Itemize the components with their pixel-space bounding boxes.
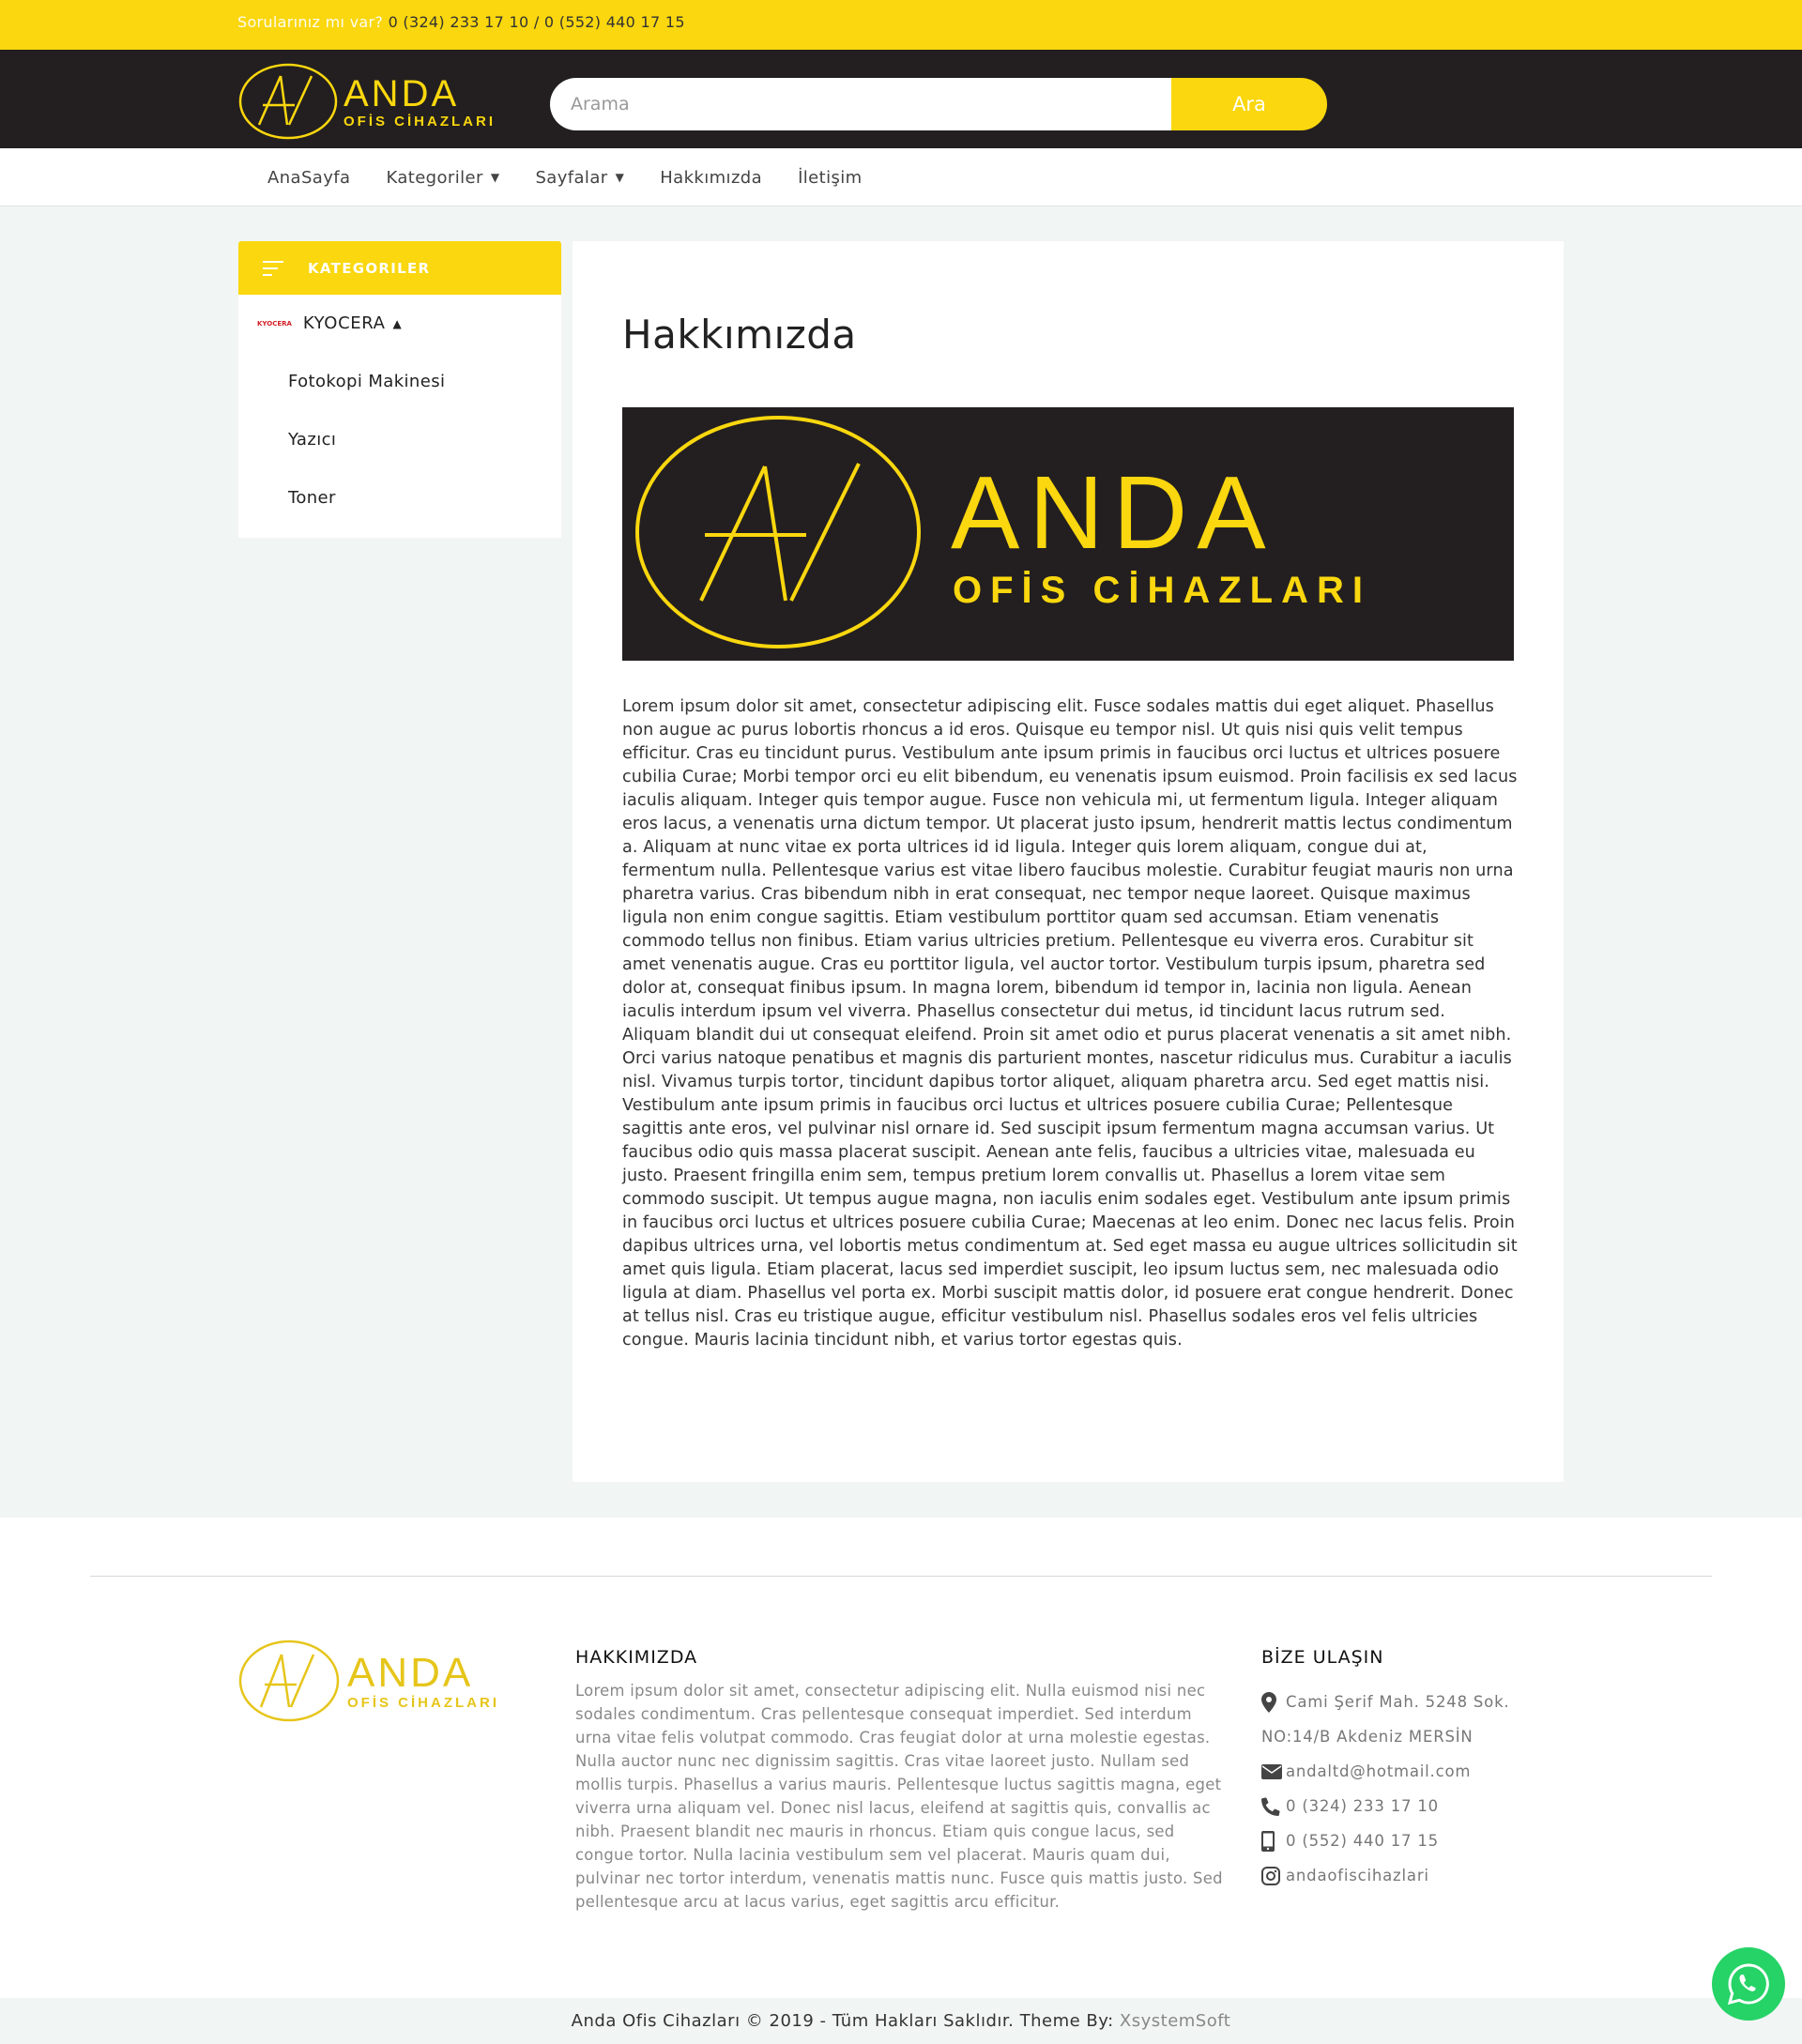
nav-about-label: Hakkımızda <box>660 167 763 188</box>
top-contact-text <box>237 13 685 31</box>
nav-categories[interactable] <box>386 168 499 188</box>
category-list <box>238 295 561 538</box>
nav-contact-label: İletişim <box>798 167 863 188</box>
category-header[interactable] <box>238 241 561 295</box>
about-banner-image <box>622 407 1514 661</box>
category-brand-label: KYOCERA <box>302 313 386 333</box>
kyocera-logo-icon: KYOCERA <box>257 319 292 328</box>
instagram-icon <box>1261 1867 1286 1885</box>
anda-banner-logo <box>622 407 1514 661</box>
footer-logo-tagline-text: OFİS CİHAZLARI <box>347 1695 499 1711</box>
logo-tagline-text: OFİS CİHAZLARI <box>344 114 496 130</box>
nav-categories-label: Kategoriler <box>386 167 483 188</box>
contact-email[interactable]: andaltd@hotmail.com <box>1286 1762 1472 1780</box>
chevron-up-icon: ▲ <box>392 316 402 330</box>
theme-author-link[interactable]: XsystemSoft <box>1119 2011 1231 2031</box>
banner-tagline-text: OFİS CİHAZLARI <box>953 570 1371 611</box>
category-item-yazici[interactable]: Yazıcı <box>288 429 337 450</box>
copyright-text: Anda Ofis Cihazları © 2019 - Tüm Hakları Saklıdır. Theme By: <box>571 2011 1114 2031</box>
category-header-title: KATEGORILER <box>308 259 431 277</box>
contact-phone-row[interactable] <box>1261 1789 1571 1823</box>
nav-home[interactable] <box>267 168 350 188</box>
contact-phone2[interactable]: 0 (552) 440 17 15 <box>1286 1832 1439 1850</box>
contact-address-line1 <box>1261 1685 1571 1719</box>
contact-address-line2 <box>1261 1719 1571 1754</box>
contact-address1: Cami Şerif Mah. 5248 Sok. <box>1286 1693 1510 1711</box>
footer-divider <box>90 1576 1712 1577</box>
phone-icon <box>1261 1797 1286 1816</box>
category-sidebar <box>238 241 561 538</box>
footer-contact-title: BİZE ULAŞIN <box>1261 1647 1384 1668</box>
envelope-icon <box>1261 1764 1286 1779</box>
mobile-icon <box>1261 1831 1286 1852</box>
contact-instagram[interactable]: andaofiscihazlari <box>1286 1867 1429 1884</box>
main-nav <box>0 148 1802 206</box>
category-item-toner[interactable]: Toner <box>288 487 336 508</box>
footer-about-title: HAKKIMIZDA <box>575 1647 698 1668</box>
category-item-fotokopi[interactable]: Fotokopi Makinesi <box>288 371 446 391</box>
footer-contact <box>1261 1647 1571 1893</box>
search-input[interactable] <box>550 78 1173 130</box>
footer-logo-brand-text: ANDA <box>347 1650 474 1696</box>
contact-phone1[interactable]: 0 (324) 233 17 10 <box>1286 1797 1439 1815</box>
anda-logo-graphic <box>238 63 501 140</box>
nav-pages-label: Sayfalar <box>535 167 608 188</box>
whatsapp-icon <box>1727 1962 1770 2006</box>
site-footer <box>0 1518 1802 1998</box>
nav-about[interactable] <box>660 168 762 188</box>
nav-contact[interactable] <box>798 168 863 188</box>
top-phones[interactable]: 0 (324) 233 17 10 / 0 (552) 440 17 15 <box>388 13 685 31</box>
page-title: Hakkımızda <box>622 312 857 358</box>
whatsapp-button[interactable] <box>1712 1947 1785 2021</box>
category-brand-kyocera[interactable] <box>238 295 561 352</box>
nav-pages[interactable] <box>535 168 624 188</box>
contact-email-row[interactable] <box>1261 1754 1571 1789</box>
logo-brand-text: ANDA <box>344 73 460 114</box>
footer-logo-graphic <box>238 1638 511 1724</box>
chevron-down-icon: ▼ <box>490 171 500 184</box>
search-button[interactable]: Ara <box>1171 78 1327 130</box>
map-marker-icon <box>1261 1692 1286 1713</box>
contact-mobile-row[interactable] <box>1261 1823 1571 1858</box>
about-content <box>573 241 1564 1482</box>
copyright-bar <box>0 1998 1802 2044</box>
about-article-text: Lorem ipsum dolor sit amet, consectetur adipiscing elit. Fusce sodales mattis dui eget aliquet. Phasellus non augue ac purus lobortis rhoncus a id eros. Quisque eu tempor nisl. Ut quis nisi quis velit tempus efficitur. Cras eu tincidunt purus. Vestibulum ante ipsum primis in faucibus orci luctus et ultrices posuere cubilia Curae; Morbi tempor orci eu elit bibendum, eu venenatis ipsum euismod. Proin facilisis ex sed lacus iaculis aliquam. Integer quis tempor augue. Fusce non vehicula mi, ut fermentum ligula. Integer aliquam eros lacus, a venenatis urna dictum tempor. Ut placerat justo ipsum, hendrerit mattis lectus condimentum a. Aliquam at nunc vitae ex porta ultrices id id ligula. Integer quis lorem aliquam, congue dui at, fermentum nulla. Pellentesque varius est vitae libero faucibus molestie. Curabitur feugiat mauris non urna pharetra varius. Cras bibendum nibh in erat consequat, nec tempor neque laoreet. Quisque maximus ligula non enim congue sagittis. Etiam vestibulum porttitor quam sed accumsan. Etiam venenatis commodo tellus non finibus. Etiam varius ultricies pretium. Pellentesque eu viverra eros. Curabitur sit amet venenatis augue. Cras eu porttitor ligula, vel auctor tortor. Vestibulum turpis ipsum, pharetra sed dolor at, consequat finibus ipsum. In magna lorem, bibendum id tempor in, lacinia non ligula. Aenean iaculis interdum ipsum vel viverra. Phasellus consectetur dui metus, id tincidunt lacus rutrum sed. Aliquam blandit dui ut consequat eleifend. Proin sit amet odio et purus placerat venenatis a sit amet nibh. Orci varius natoque penatibus et magnis dis parturient montes, nascetur ridiculus mus. Curabitur a iaculis nisl. Vivamus turpis tortor, tincidunt dapibus tortor aliquet, aliquam pharetra arcu. Sed eget mattis nisi. Vestibulum ante ipsum primis in faucibus orci luctus et ultrices posuere cubilia Curae; Pellentesque sagittis ante eros, vel pulvinar nisl ornare id. Sed suscipit ipsum fermentum magna accumsan varius. Ut faucibus odio quis massa placerat suscipit. Aenean ante felis, faucibus a ultricies vitae, malesuada eu justo. Praesent fringilla enim sem, tempus pretium lorem convallis ut. Phasellus a lorem vitae sem commodo suscipit. Ut tempus augue magna, non iaculis enim sodales eget. Vestibulum ante ipsum primis in faucibus orci luctus et ultrices posuere cubilia Curae; Maecenas at leo enim. Donec nec lacus felis. Proin dapibus ultrices urna, vel lobortis metus condimentum at. Sed eget massa eu augue ultrices sollicitudin sit amet quis ligula. Etiam placerat, lacus sed imperdiet suscipit, leo ipsum luctus sem, nec malesuada odio ligula at diam. Phasellus vel porta ex. Morbi suscipit mattis dolor, id posuere erat congue hendrerit. Donec at tellus nisl. Cras eu tristique augue, efficitur vestibulum nisl. Phasellus sodales eros vel felis ultricies congue. Mauris lacinia tincidunt nibh, et varius tortor egestas quis. <box>622 697 1518 1350</box>
banner-brand-text: ANDA <box>951 455 1275 571</box>
chevron-down-icon: ▼ <box>615 171 625 184</box>
site-logo[interactable] <box>238 63 501 140</box>
footer-about <box>575 1647 1223 1914</box>
menu-lines-icon <box>263 261 283 276</box>
footer-logo[interactable] <box>238 1638 511 1724</box>
nav-home-label: AnaSayfa <box>267 167 351 188</box>
footer-about-text: Lorem ipsum dolor sit amet, consectetur adipiscing elit. Nulla euismod nisi nec sodales condimentum. Cras pellentesque consequat imperdiet. Sed interdum urna vitae felis volutpat commodo. Cras feugiat dolor at urna molestie egestas. Nulla auctor nunc nec dignissim sagittis. Cras vitae laoreet justo. Nullam sed mollis turpis. Phasellus a varius mauris. Pellentesque luctus sagittis magna, eget viverra urna aliquam vel. Donec nisl lacus, eleifend at sagittis quis, convallis ac nibh. Praesent blandit nec mauris in rhoncus. Etiam quis congue lacus, sed congue tortor. Nulla lacinia vestibulum sem vel placerat. Mauris quam dui, pulvinar nec tortor interdum, venenatis mattis nunc. Fusce quis mattis justo. Sed pellentesque arcu at lacus varius, eget sagittis arcu efficitur. <box>575 1682 1223 1911</box>
search-bar <box>550 78 1327 130</box>
contact-instagram-row[interactable] <box>1261 1858 1571 1893</box>
top-contact-bar <box>0 0 1802 50</box>
contact-address2: NO:14/B Akdeniz MERSİN <box>1261 1728 1474 1746</box>
top-question: Sorularınız mı var? <box>237 13 384 31</box>
